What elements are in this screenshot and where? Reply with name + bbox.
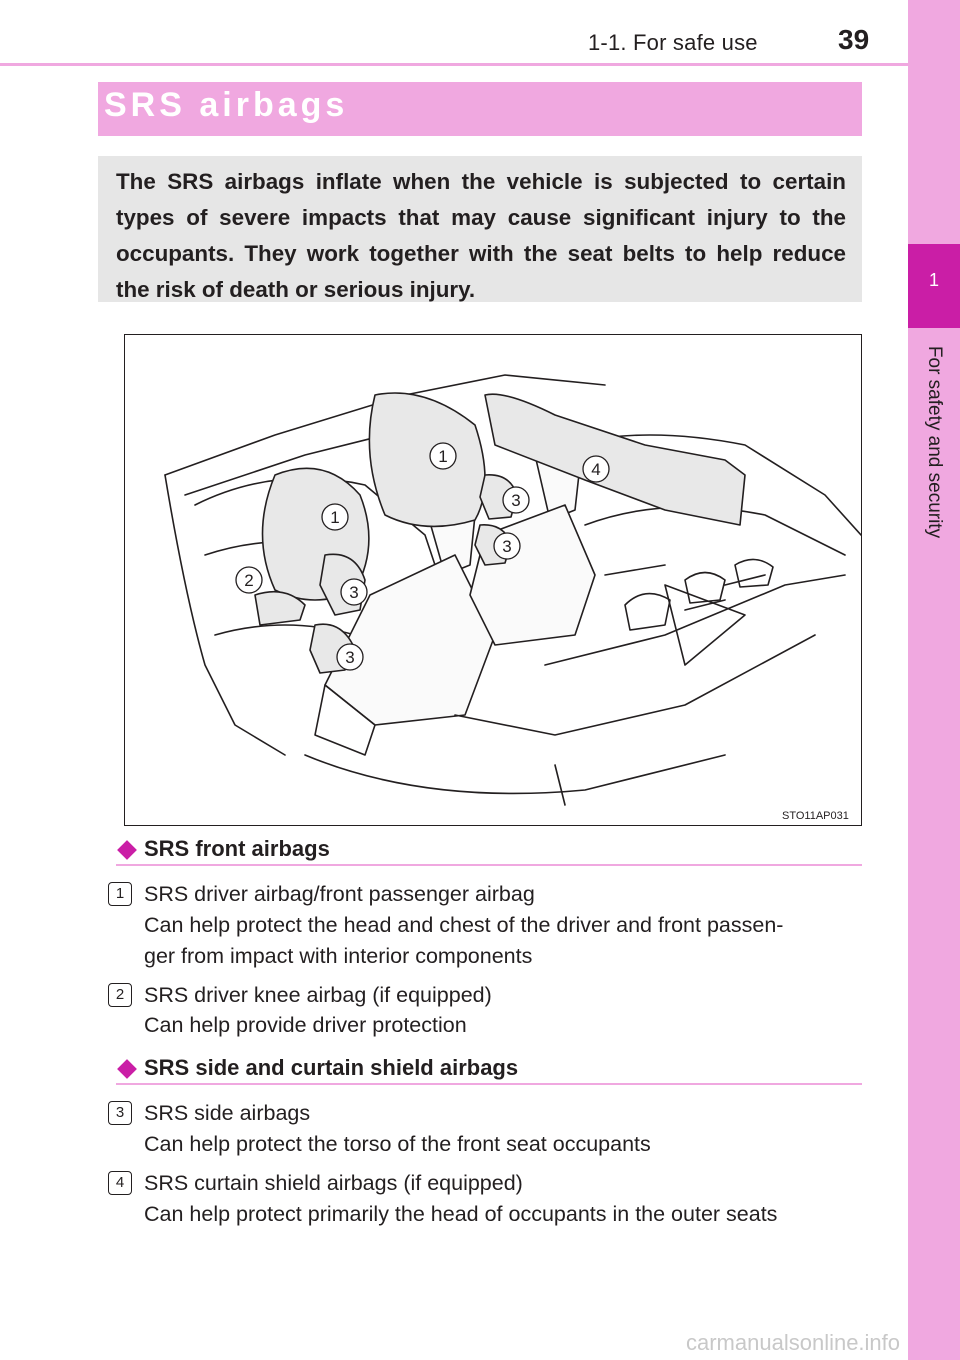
figure-code: STO11AP031 bbox=[782, 810, 849, 822]
item-description bbox=[144, 1199, 864, 1230]
section-rule bbox=[116, 864, 862, 866]
airbag-illustration bbox=[124, 334, 862, 826]
figure-callout: 3 bbox=[349, 583, 359, 602]
car-interior-drawing bbox=[125, 335, 861, 825]
item-number-badge: 1 bbox=[108, 882, 132, 906]
item-title: SRS side airbags bbox=[144, 1101, 311, 1125]
side-tab bbox=[908, 0, 960, 1360]
section-heading-side-curtain-airbags bbox=[116, 1055, 518, 1081]
figure-callout: 3 bbox=[511, 491, 521, 510]
footer-watermark: carmanualsonline.info bbox=[686, 1330, 901, 1355]
item-number-badge: 4 bbox=[108, 1171, 132, 1195]
figure-callout: 4 bbox=[591, 460, 601, 479]
figure-callout: 3 bbox=[502, 537, 512, 556]
running-header: 1-1. For safe use bbox=[588, 30, 758, 55]
item-number-badge: 3 bbox=[108, 1101, 132, 1125]
figure-callout: 1 bbox=[330, 508, 340, 527]
section-rule bbox=[116, 1083, 862, 1085]
chapter-title: For safety and security bbox=[924, 345, 945, 539]
figure-callout: 2 bbox=[244, 571, 254, 590]
figure-callout: 3 bbox=[345, 648, 355, 667]
page-title: SRS airbags bbox=[104, 86, 349, 124]
page-number: 39 bbox=[838, 24, 870, 55]
item-description bbox=[144, 910, 864, 972]
intro-text: The SRS airbags inflate when the vehicle is subjected to certain types of severe impacts that may cause significant injury to the occupants. They work together with the seat belts to help reduce the risk of death or serious injury. bbox=[116, 169, 846, 302]
description-line: Can help protect primarily the head of occupants in the outer seats bbox=[144, 1202, 778, 1226]
header-rule bbox=[0, 63, 908, 66]
item-title: SRS curtain shield airbags (if equipped) bbox=[144, 1171, 523, 1195]
description-line: Can help provide driver protection bbox=[144, 1013, 467, 1037]
section-heading-text: SRS side and curtain shield airbags bbox=[144, 1055, 519, 1080]
description-line: ger from impact with interior components bbox=[144, 944, 533, 968]
diamond-bullet-icon bbox=[117, 1059, 137, 1079]
item-description bbox=[144, 1129, 864, 1160]
item-number-badge: 2 bbox=[108, 983, 132, 1007]
chapter-number: 1 bbox=[928, 270, 939, 290]
item-title: SRS driver knee airbag (if equipped) bbox=[144, 983, 492, 1007]
section-heading-text: SRS front airbags bbox=[144, 836, 330, 861]
description-line: Can help protect the torso of the front seat occupants bbox=[144, 1132, 651, 1156]
diamond-bullet-icon bbox=[117, 840, 137, 860]
section-heading-front-airbags bbox=[116, 836, 330, 862]
item-title: SRS driver airbag/front passenger airbag bbox=[144, 882, 535, 906]
description-line: Can help protect the head and chest of the driver and front passen- bbox=[144, 913, 784, 937]
item-description bbox=[144, 1010, 864, 1041]
figure-callout: 1 bbox=[438, 447, 448, 466]
